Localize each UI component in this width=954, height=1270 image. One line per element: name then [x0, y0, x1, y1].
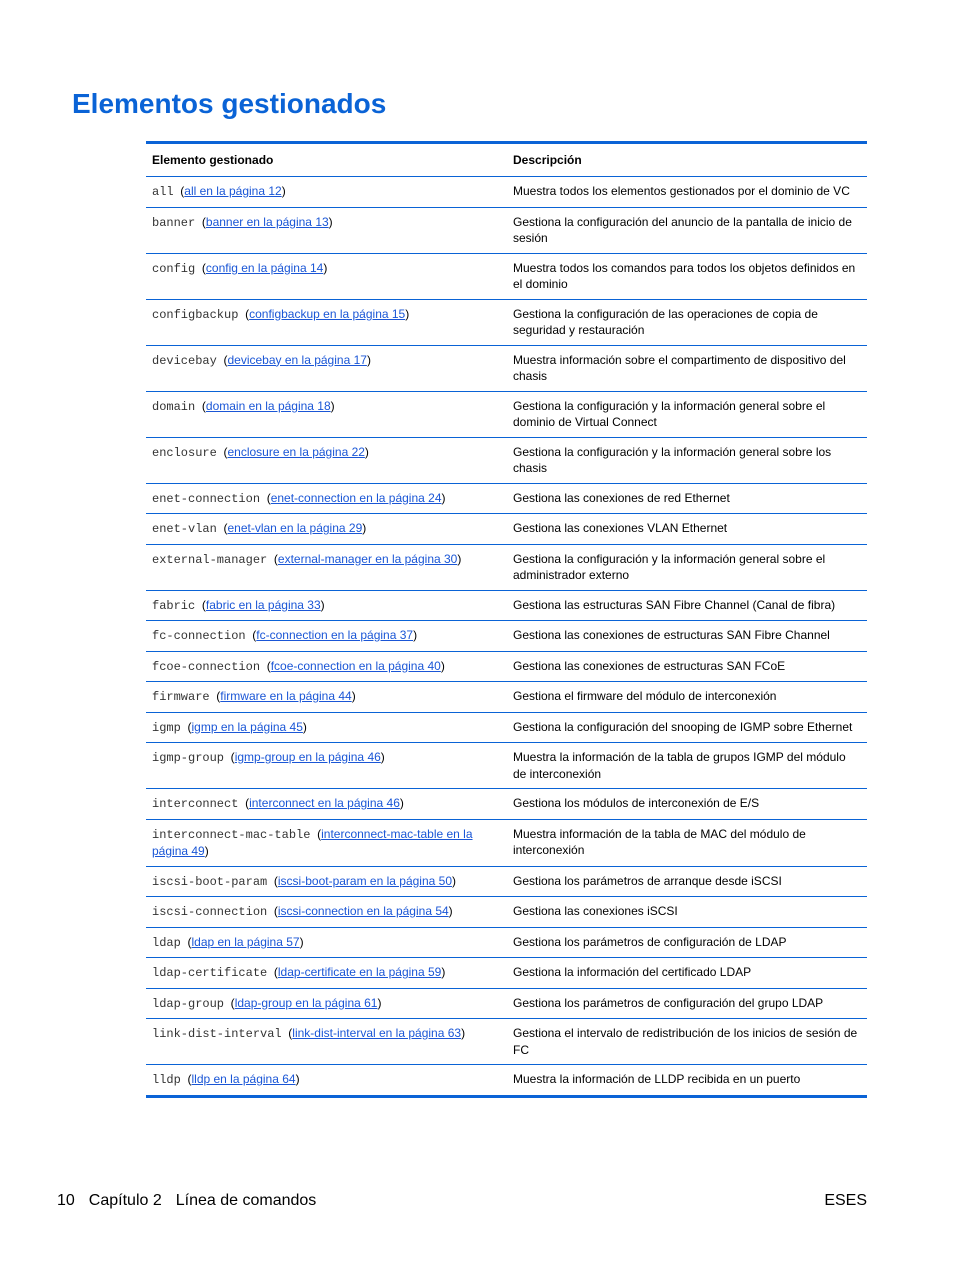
page-reference-link[interactable]: link-dist-interval en la página 63 [292, 1026, 462, 1040]
element-cell [146, 437, 507, 483]
paren-open: ( [260, 658, 271, 673]
description-cell: Muestra la información de LLDP recibida en un puerto [513, 1072, 801, 1086]
table-row [146, 299, 867, 345]
command-name: fcoe-connection [152, 659, 261, 674]
header-description: Descripción [507, 143, 867, 177]
paren-close: ) [302, 719, 307, 734]
page-reference-link[interactable]: fabric en la página 33 [205, 597, 321, 612]
page-reference-link[interactable]: fc-connection en la página 37 [256, 628, 414, 642]
paren-open: ( [195, 597, 206, 612]
description-cell: Gestiona el firmware del módulo de interconexión [507, 682, 867, 713]
element-cell [146, 544, 507, 590]
element-cell [146, 988, 507, 1019]
page-reference-link[interactable]: ldap en la página 57 [191, 934, 300, 949]
description-cell: Gestiona las conexiones de red Ethernet [507, 483, 867, 514]
element-cell [146, 958, 507, 989]
header-element: Elemento gestionado [146, 143, 507, 177]
paren-open: ( [260, 490, 271, 505]
page-reference-link[interactable]: all en la página 12 [184, 184, 282, 198]
element-cell [146, 712, 507, 743]
page-reference-link[interactable]: enclosure en la página 22 [227, 444, 365, 459]
description-cell: Gestiona los módulos de interconexión de E/S [507, 789, 867, 820]
description-cell: Gestiona el intervalo de redistribución de los inicios de sesión de FC [507, 1019, 867, 1065]
element-cell [146, 483, 507, 514]
description-cell: Gestiona la configuración y la información general sobre los chasis [507, 437, 867, 483]
footer-locale: ESES [824, 1192, 867, 1209]
paren-close: ) [457, 551, 462, 566]
page-reference-link[interactable]: igmp en la página 45 [191, 719, 303, 734]
paren-close: ) [281, 184, 286, 198]
paren-open: ( [245, 628, 257, 642]
element-cell [146, 819, 507, 866]
element-cell [146, 927, 507, 958]
paren-close: ) [323, 260, 328, 275]
element-cell [146, 253, 507, 299]
chapter-label: Capítulo 2 [88, 1192, 162, 1209]
table-row [146, 1065, 867, 1097]
description-cell: Gestiona las conexiones de estructuras SAN Fibre Channel [507, 621, 867, 652]
table-row [146, 988, 867, 1019]
paren-close: ) [328, 214, 333, 229]
table-row [146, 1019, 867, 1065]
table-row [146, 207, 867, 253]
command-name: igmp-group [152, 751, 225, 765]
paren-close: ) [320, 597, 325, 612]
table-row [146, 743, 867, 789]
table-row [146, 621, 867, 652]
paren-open: ( [216, 521, 228, 535]
table-row [146, 177, 867, 208]
element-cell [146, 682, 507, 713]
command-name: enclosure [152, 445, 217, 460]
paren-open: ( [180, 719, 192, 734]
paren-open: ( [267, 873, 278, 888]
command-name: lldp [152, 1073, 181, 1087]
paren-close: ) [366, 352, 371, 367]
description-cell: Gestiona los parámetros de configuración del grupo LDAP [507, 988, 867, 1019]
description-cell: Gestiona las conexiones iSCSI [507, 897, 867, 928]
description-cell: Gestiona la configuración y la información general sobre el dominio de Virtual Connect [507, 391, 867, 437]
page-reference-link[interactable]: igmp-group en la página 46 [234, 750, 381, 764]
paren-open: ( [173, 184, 185, 198]
command-name: link-dist-interval [152, 1027, 282, 1041]
description-cell: Gestiona las estructuras SAN Fibre Channel (Canal de fibra) [507, 590, 867, 621]
description-cell: Gestiona la información del certificado LDAP [507, 958, 867, 989]
page-reference-link[interactable]: configbackup en la página 15 [249, 306, 406, 321]
element-cell [146, 897, 507, 928]
page-reference-link[interactable]: fcoe-connection en la página 40 [270, 658, 441, 673]
description-cell: Gestiona los parámetros de configuración de LDAP [507, 927, 867, 958]
page-reference-link[interactable]: firmware en la página 44 [220, 689, 352, 703]
table-row [146, 345, 867, 391]
paren-close: ) [440, 658, 445, 673]
table-header-row [146, 143, 867, 177]
paren-open: ( [281, 1026, 293, 1040]
table-row [146, 253, 867, 299]
description-cell: Muestra información sobre el compartimento de dispositivo del chasis [507, 345, 867, 391]
paren-open: ( [195, 398, 206, 413]
element-cell [146, 391, 507, 437]
page-number: 10 [57, 1192, 75, 1209]
footer-left [57, 1192, 330, 1210]
command-name: all [152, 185, 174, 199]
paren-open: ( [180, 934, 192, 949]
command-name: domain [152, 399, 196, 414]
paren-open: ( [216, 352, 228, 367]
command-name: interconnect [152, 797, 239, 811]
command-name: interconnect-mac-table [152, 827, 311, 842]
command-name: iscsi-boot-param [152, 874, 268, 889]
paren-open: ( [195, 260, 206, 275]
element-cell [146, 590, 507, 621]
page-reference-link[interactable]: domain en la página 18 [205, 398, 331, 413]
page-reference-link[interactable]: enet-vlan en la página 29 [227, 521, 363, 535]
paren-close: ) [452, 873, 456, 888]
description-cell: Gestiona la configuración de las operaciones de copia de seguridad y restauración [507, 299, 867, 345]
table-row [146, 590, 867, 621]
paren-close: ) [299, 934, 304, 949]
element-cell [146, 866, 507, 897]
element-cell [146, 345, 507, 391]
description-cell: Muestra todos los comandos para todos los objetos definidos en el dominio [507, 253, 867, 299]
table-row [146, 483, 867, 514]
page-reference-link[interactable]: ldap-certificate en la página 59 [277, 965, 442, 979]
element-cell [146, 1019, 507, 1065]
paren-open: ( [238, 796, 250, 810]
page-reference-link[interactable]: iscsi-connection en la página 54 [277, 904, 449, 918]
paren-close: ) [441, 965, 446, 979]
element-cell [146, 177, 507, 208]
element-cell [146, 789, 507, 820]
command-name: enet-vlan [152, 522, 217, 536]
element-cell [146, 1065, 507, 1097]
paren-open: ( [216, 444, 228, 459]
table-row [146, 391, 867, 437]
description-cell: Gestiona las conexiones de estructuras SAN FCoE [507, 651, 867, 682]
paren-close: ) [441, 490, 446, 505]
page-reference-link[interactable]: enet-connection en la página 24 [270, 490, 442, 505]
paren-close: ) [351, 689, 356, 703]
element-cell [146, 743, 507, 789]
paren-open: ( [267, 965, 278, 979]
paren-close: ) [362, 521, 367, 535]
page-reference-link[interactable]: interconnect en la página 46 [249, 796, 400, 810]
command-name: fc-connection [152, 629, 246, 643]
paren-close: ) [204, 844, 209, 858]
managed-elements-table [146, 141, 867, 1098]
element-cell [146, 207, 507, 253]
command-name: ldap-certificate [152, 966, 268, 980]
page-reference-link[interactable]: external-manager en la página 30 [277, 551, 458, 566]
command-name: firmware [152, 690, 210, 704]
table-row [146, 866, 867, 897]
paren-close: ) [448, 904, 453, 918]
paren-open: ( [310, 826, 322, 841]
paren-close: ) [377, 995, 382, 1010]
table-row [146, 682, 867, 713]
paren-close: ) [461, 1026, 466, 1040]
command-name: configbackup [152, 307, 239, 322]
table-row [146, 789, 867, 820]
paren-close: ) [413, 628, 418, 642]
description-cell: Gestiona la configuración del snooping de IGMP sobre Ethernet [507, 712, 867, 743]
page-title: Elementos gestionados [72, 88, 387, 119]
table-row [146, 651, 867, 682]
paren-close: ) [405, 306, 410, 321]
paren-open: ( [267, 551, 278, 566]
paren-close: ) [364, 444, 369, 459]
description-cell: Muestra todos los elementos gestionados por el dominio de VC [507, 177, 867, 208]
command-name: config [152, 261, 196, 276]
description-cell: Gestiona las conexiones VLAN Ethernet [507, 514, 867, 545]
table-row [146, 437, 867, 483]
paren-open: ( [224, 995, 235, 1010]
description-cell: Muestra información de la tabla de MAC del módulo de interconexión [507, 819, 867, 866]
page-reference-link[interactable]: iscsi-boot-param en la página 50 [277, 873, 452, 888]
element-cell [146, 621, 507, 652]
paren-open: ( [267, 904, 278, 918]
paren-open: ( [224, 750, 235, 764]
table-row [146, 544, 867, 590]
table-row [146, 958, 867, 989]
command-name: ldap [152, 935, 181, 950]
element-cell [146, 299, 507, 345]
command-name: ldap-group [152, 996, 225, 1011]
command-name: enet-connection [152, 491, 261, 506]
chapter-title: Línea de comandos [175, 1192, 317, 1209]
table-row [146, 514, 867, 545]
paren-open: ( [180, 1072, 192, 1086]
command-name: devicebay [152, 353, 217, 368]
table-row [146, 712, 867, 743]
command-name: fabric [152, 598, 196, 613]
command-name: iscsi-connection [152, 905, 268, 919]
description-cell: Gestiona la configuración y la información general sobre el administrador externo [507, 544, 867, 590]
paren-close: ) [380, 750, 385, 764]
command-name: banner [152, 215, 196, 230]
paren-close: ) [399, 796, 404, 810]
paren-open: ( [195, 214, 206, 229]
description-cell: Muestra la información de la tabla de grupos IGMP del módulo de interconexión [507, 743, 867, 789]
page-reference-link[interactable]: banner en la página 13 [205, 214, 329, 229]
command-name: igmp [152, 720, 181, 735]
paren-close: ) [295, 1072, 300, 1086]
command-name: external-manager [152, 552, 268, 567]
page-reference-link[interactable]: interconnect-mac-table en la página 49 [152, 826, 473, 858]
table-row [146, 897, 867, 928]
page-reference-link[interactable]: devicebay en la página 17 [227, 352, 367, 367]
page-reference-link[interactable]: ldap-group en la página 61 [234, 995, 378, 1010]
element-cell [146, 651, 507, 682]
page-reference-link[interactable]: config en la página 14 [205, 260, 324, 275]
table-row [146, 927, 867, 958]
description-cell: Gestiona la configuración del anuncio de la pantalla de inicio de sesión [507, 207, 867, 253]
paren-close: ) [330, 398, 335, 413]
description-cell: Gestiona los parámetros de arranque desde iSCSI [507, 866, 867, 897]
paren-open: ( [238, 306, 250, 321]
page-reference-link[interactable]: lldp en la página 64 [191, 1072, 296, 1086]
table-row [146, 819, 867, 866]
element-cell [146, 514, 507, 545]
paren-open: ( [209, 689, 221, 703]
